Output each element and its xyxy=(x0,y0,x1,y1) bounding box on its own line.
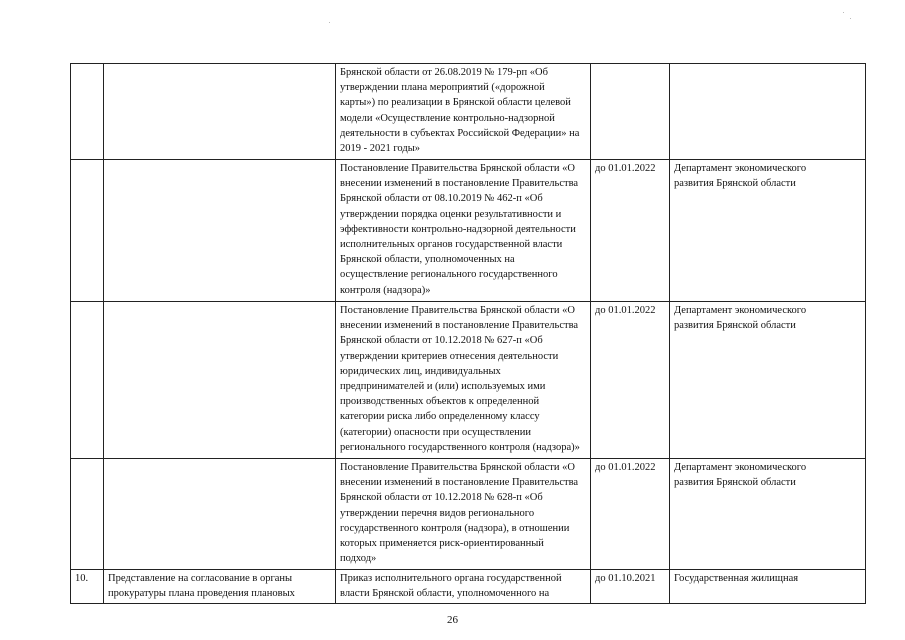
deadline-cell: до 01.01.2022 xyxy=(591,302,670,459)
page-number: 26 xyxy=(447,614,458,626)
document-cell: Приказ исполнительного органа государственной власти Брянской области, уполномоченного на xyxy=(336,570,591,604)
table-row xyxy=(71,64,866,160)
measure-cell xyxy=(104,160,336,302)
table-row xyxy=(71,302,866,459)
deadline-cell: до 01.10.2021 xyxy=(591,570,670,604)
measure-cell xyxy=(104,459,336,570)
document-cell: Постановление Правительства Брянской области «О внесении изменений в постановление Правительства Брянской области от 10.12.2018 № 627-п «Об утверждении критериев отнесения деятельности юридических лиц, индивидуальных предпринимателей и (или) используемых ими производственных объектов к определенной категории риска либо определенному классу (категории) опасности при осуществлении регионального государственного контроля (надзора)» xyxy=(336,302,591,459)
document-cell: Брянской области от 26.08.2019 № 179-рп «Об утверждении плана мероприятий («дорожной карты») по реализации в Брянской области целевой модели «Осуществление контрольно-надзорной деятельности в субъектах Российской Федерации» на 2019 - 2021 годы» xyxy=(336,64,591,160)
row-number-cell xyxy=(71,160,104,302)
measures-table xyxy=(70,63,866,604)
executor-cell: Департамент экономического развития Брянской области xyxy=(670,302,866,459)
row-number-cell xyxy=(71,459,104,570)
measure-cell xyxy=(104,302,336,459)
executor-cell xyxy=(670,64,866,160)
deadline-cell xyxy=(591,64,670,160)
measure-cell: Представление на согласование в органы прокуратуры плана проведения плановых xyxy=(104,570,336,604)
executor-cell: Департамент экономического развития Брянской области xyxy=(670,160,866,302)
scan-speck xyxy=(843,12,844,13)
document-cell: Постановление Правительства Брянской области «О внесении изменений в постановление Правительства Брянской области от 10.12.2018 № 628-п «Об утверждении перечня видов регионального государственного контроля (надзора), в отношении которых применяется риск-ориентированный подход» xyxy=(336,459,591,570)
executor-cell: Департамент экономического развития Брянской области xyxy=(670,459,866,570)
row-number-cell xyxy=(71,302,104,459)
document-cell: Постановление Правительства Брянской области «О внесении изменений в постановление Правительства Брянской области от 08.10.2019 № 462-п «Об утверждении порядка оценки результативности и эффективности контрольно-надзорной деятельности исполнительных органов государственной власти Брянской области, уполномоченных на осуществление регионального государственного контроля (надзора)» xyxy=(336,160,591,302)
table-row xyxy=(71,459,866,570)
scan-speck xyxy=(850,18,851,19)
measure-cell xyxy=(104,64,336,160)
deadline-cell: до 01.01.2022 xyxy=(591,160,670,302)
row-number-cell: 10. xyxy=(71,570,104,604)
row-number-cell xyxy=(71,64,104,160)
table-row xyxy=(71,570,866,604)
table-row xyxy=(71,160,866,302)
deadline-cell: до 01.01.2022 xyxy=(591,459,670,570)
executor-cell: Государственная жилищная xyxy=(670,570,866,604)
scan-speck xyxy=(329,22,330,23)
